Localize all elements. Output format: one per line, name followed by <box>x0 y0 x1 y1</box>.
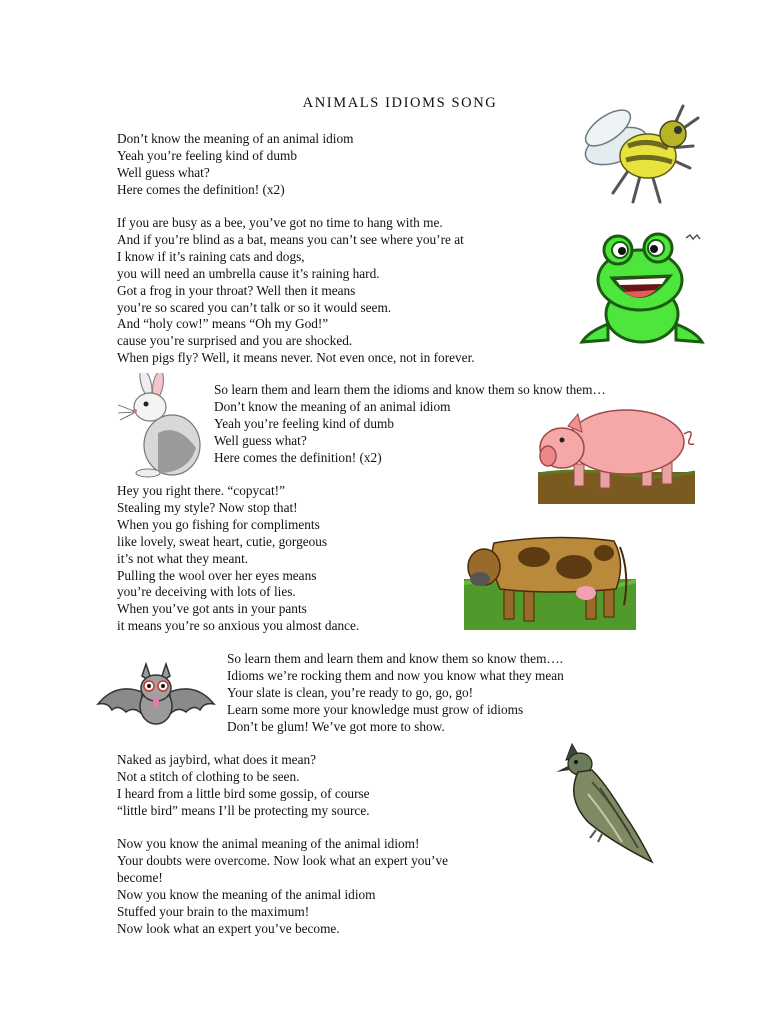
lyric-line: Stealing my style? Now stop that! <box>117 499 298 515</box>
lyric-line: Don’t know the meaning of an animal idiom <box>117 131 354 146</box>
bat-illustration <box>96 662 216 742</box>
lyric-line: Don’t know the meaning of an animal idiom <box>214 398 451 414</box>
lyric-line: Well guess what? <box>214 432 307 448</box>
lyric-line: If you are busy as a bee, you’ve got no time to hang with me. <box>117 215 443 230</box>
lyric-line: “little bird” means I’ll be protecting my source. <box>117 802 370 818</box>
lyric-line: Got a frog in your throat? Well then it means <box>117 282 356 298</box>
lyric-line: Learn some more your knowledge must grow of idioms <box>227 701 524 717</box>
lyric-line: cause you’re surprised and you are shocked. <box>117 333 353 349</box>
lyric-line: you will need an umbrella cause it’s raining hard. <box>117 265 380 281</box>
lyric-line: Not a stitch of clothing to be seen. <box>117 768 300 784</box>
rabbit-illustration <box>118 373 204 479</box>
lyric-line: it means you’re so anxious you almost dance. <box>117 618 360 634</box>
lyric-line: it’s not what they meant. <box>117 550 249 566</box>
lyric-line: like lovely, sweat heart, cutie, gorgeous <box>117 533 328 549</box>
lyric-line: When pigs fly? Well, it means never. Not even once, not in forever. <box>117 350 475 366</box>
lyric-line: When you’ve got ants in your pants <box>117 601 307 617</box>
lyric-line: When you go fishing for compliments <box>117 516 320 532</box>
lyric-line: Yeah you’re feeling kind of dumb <box>214 415 394 431</box>
lyric-line: Here comes the definition! (x2) <box>214 449 382 465</box>
lyric-line: Your slate is clean, you’re ready to go, go, go! <box>227 684 474 700</box>
stanza-7 <box>117 836 448 937</box>
bird-illustration <box>552 738 662 866</box>
stanza-1 <box>117 131 353 199</box>
lyric-line: Well guess what? <box>117 164 210 180</box>
stanza-5 <box>227 651 564 736</box>
bee-illustration <box>578 98 706 210</box>
lyric-line: Idioms we’re rocking them and now you know what they mean <box>227 667 564 683</box>
pig-illustration <box>538 402 695 504</box>
lyric-line: I know if it’s raining cats and dogs, <box>117 248 305 264</box>
lyric-line: Don’t be glum! We’ve got more to show. <box>227 718 445 734</box>
lyric-line: you’re so scared you can’t talk or so it would seem. <box>117 299 392 315</box>
lyric-line: Here comes the definition! (x2) <box>117 181 285 197</box>
lyric-line: Stuffed your brain to the maximum! <box>117 903 310 919</box>
lyric-line: And if you’re blind as a bat, means you can’t see where you’re at <box>117 231 464 247</box>
frog-illustration <box>578 232 706 350</box>
lyric-line: Pulling the wool over her eyes means <box>117 567 317 583</box>
lyric-line: I heard from a little bird some gossip, of course <box>117 785 370 801</box>
lyric-line: you’re deceiving with lots of lies. <box>117 584 296 600</box>
stanza-4 <box>117 483 359 635</box>
stanza-2 <box>117 215 475 367</box>
lyric-line: Now look what an expert you’ve become. <box>117 920 340 936</box>
lyric-line: Your doubts were overcome. Now look what an expert you’ve <box>117 852 448 868</box>
cow-illustration <box>464 533 636 630</box>
lyric-line: So learn them and learn them and know them so know them…. <box>227 651 564 666</box>
lyric-line: Now you know the meaning of the animal idiom <box>117 886 376 902</box>
lyric-line: Yeah you’re feeling kind of dumb <box>117 147 297 163</box>
page-title: ANIMALS IDIOMS SONG <box>302 95 498 111</box>
lyric-line: So learn them and learn them the idioms and know them so know them… <box>214 382 606 397</box>
stanza-6 <box>117 752 370 820</box>
lyric-line: Naked as jaybird, what does it mean? <box>117 752 317 767</box>
lyric-line: become! <box>117 869 163 885</box>
lyric-line: And “holy cow!” means “Oh my God!” <box>117 316 329 332</box>
lyric-line: Now you know the animal meaning of the animal idiom! <box>117 836 420 851</box>
lyric-line: Hey you right there. “copycat!” <box>117 483 285 498</box>
